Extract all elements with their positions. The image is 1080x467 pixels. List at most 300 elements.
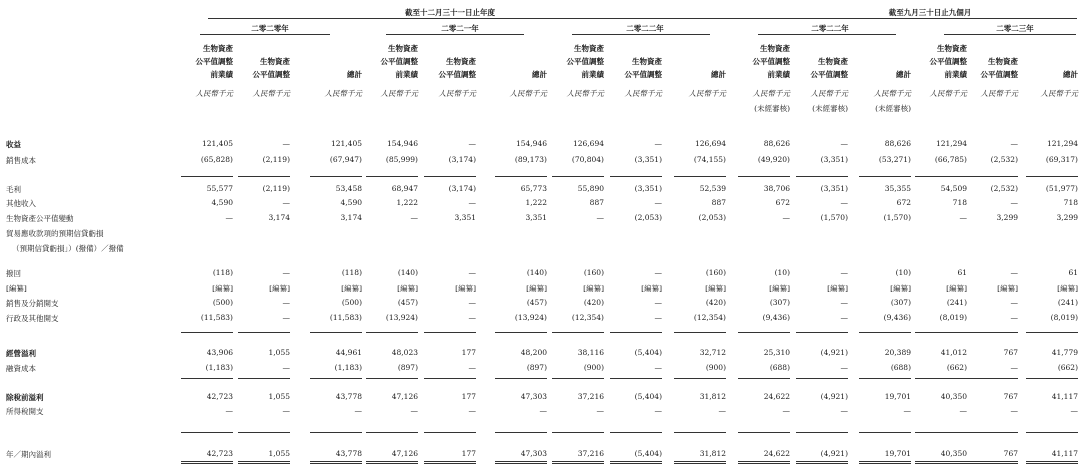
column-head-line: 前業績	[944, 70, 967, 79]
table-cell: 4,590	[340, 198, 362, 207]
rule-nine-months	[765, 18, 1077, 19]
total-rule	[796, 463, 848, 464]
subtotal-rule	[966, 332, 1018, 333]
subtotal-rule	[495, 378, 547, 379]
table-cell: [編纂]	[526, 284, 547, 293]
total-rule	[181, 463, 233, 464]
table-cell: 40,350	[940, 392, 967, 401]
total-rule	[859, 461, 911, 462]
table-cell: (5,404)	[634, 392, 662, 401]
table-cell: [編纂]	[269, 284, 290, 293]
table-cell: 54,509	[940, 184, 967, 193]
table-cell: —	[468, 268, 476, 277]
column-head-line: 公平值調整	[980, 70, 1018, 79]
column-head-line: 公平值調整	[929, 57, 967, 66]
table-cell: (140)	[526, 268, 547, 277]
table-cell: (897)	[526, 363, 547, 372]
table-cell: (420)	[583, 298, 604, 307]
table-cell: (457)	[397, 298, 418, 307]
column-head-line: 生物資產	[988, 57, 1018, 66]
table-cell: 41,117	[1051, 392, 1078, 401]
table-cell: (118)	[212, 268, 233, 277]
table-cell: —	[282, 313, 290, 322]
table-cell: 38,116	[577, 348, 604, 357]
subtotal-rule	[738, 432, 790, 433]
subtotal-rule	[859, 432, 911, 433]
subtotal-rule	[915, 332, 967, 333]
column-head-line: 前業績	[210, 70, 233, 79]
subtotal-rule	[610, 176, 662, 177]
table-cell: 43,778	[335, 392, 362, 401]
table-cell: 767	[1003, 392, 1018, 401]
table-cell: —	[1010, 406, 1018, 415]
subtotal-rule	[552, 332, 604, 333]
subtotal-rule	[424, 432, 476, 433]
subtotal-rule	[366, 432, 418, 433]
column-unit: 人民幣千元	[624, 89, 662, 98]
table-cell: 25,310	[763, 348, 790, 357]
row-label: 除稅前溢利	[6, 393, 44, 402]
table-cell: 3,174	[340, 213, 362, 222]
table-cell: (420)	[705, 298, 726, 307]
table-cell: —	[840, 139, 848, 148]
table-cell: 3,299	[996, 213, 1018, 222]
table-cell: 19,701	[884, 392, 911, 401]
table-cell: 47,303	[520, 392, 547, 401]
table-cell: (457)	[526, 298, 547, 307]
table-cell: —	[840, 406, 848, 415]
subtotal-rule	[859, 378, 911, 379]
table-cell: 47,303	[520, 449, 547, 458]
subtotal-rule	[495, 432, 547, 433]
row-label: 其他收入	[6, 199, 36, 208]
table-cell: 88,626	[763, 139, 790, 148]
table-cell: (13,924)	[514, 313, 547, 322]
subtotal-rule	[915, 378, 967, 379]
total-rule	[238, 461, 290, 462]
subtotal-rule	[859, 176, 911, 177]
column-head-line: 生物資產	[818, 57, 848, 66]
table-cell: —	[903, 406, 911, 415]
year-header-5: 二零二三年	[996, 24, 1034, 33]
table-cell: 48,200	[520, 348, 547, 357]
table-cell: (3,174)	[448, 184, 476, 193]
table-cell: [編纂]	[397, 284, 418, 293]
column-unit: 人民幣千元	[252, 89, 290, 98]
year-header-4: 二零二二年	[811, 24, 849, 33]
subtotal-rule	[424, 176, 476, 177]
table-cell: (500)	[341, 298, 362, 307]
table-cell: —	[410, 406, 418, 415]
total-rule	[366, 463, 418, 464]
table-cell: 154,946	[386, 139, 418, 148]
table-cell: (2,053)	[634, 213, 662, 222]
column-head-line: 生物資產	[388, 44, 418, 53]
table-cell: —	[1070, 406, 1078, 415]
subtotal-rule	[915, 176, 967, 177]
table-cell: —	[654, 363, 662, 372]
table-cell: —	[1010, 298, 1018, 307]
table-cell: [編纂]	[705, 284, 726, 293]
rule-year-2	[386, 34, 524, 35]
total-rule	[424, 461, 476, 462]
column-note: (未經審核)	[754, 104, 790, 113]
table-cell: (118)	[341, 268, 362, 277]
table-cell: (67,947)	[329, 155, 362, 164]
table-cell: —	[225, 406, 233, 415]
total-rule	[674, 461, 726, 462]
table-cell: (160)	[705, 268, 726, 277]
table-cell: 887	[711, 198, 726, 207]
table-cell: 24,622	[763, 392, 790, 401]
table-cell: —	[1010, 268, 1018, 277]
table-cell: 37,216	[577, 392, 604, 401]
table-cell: —	[654, 298, 662, 307]
table-cell: (13,924)	[385, 313, 418, 322]
table-cell: —	[468, 406, 476, 415]
table-cell: 1,055	[268, 449, 290, 458]
subtotal-rule	[738, 176, 790, 177]
table-cell: 52,539	[699, 184, 726, 193]
table-cell: 48,023	[391, 348, 418, 357]
table-cell: 68,947	[391, 184, 418, 193]
row-label: 年／期內溢利	[6, 450, 51, 459]
table-cell: (9,436)	[762, 313, 790, 322]
table-cell: (140)	[397, 268, 418, 277]
table-cell: (49,920)	[757, 155, 790, 164]
column-unit: 人民幣千元	[980, 89, 1018, 98]
subtotal-rule	[915, 432, 967, 433]
table-cell: —	[1010, 313, 1018, 322]
subtotal-rule	[366, 378, 418, 379]
table-cell: 42,723	[206, 449, 233, 458]
table-cell: 35,355	[884, 184, 911, 193]
row-label: （預期信貸虧損」）(撥備）／撥備	[12, 244, 124, 253]
subtotal-rule	[181, 176, 233, 177]
table-cell: —	[282, 139, 290, 148]
subtotal-rule	[796, 378, 848, 379]
table-cell: 65,773	[520, 184, 547, 193]
total-rule	[738, 461, 790, 462]
subtotal-rule	[310, 176, 362, 177]
table-cell: [編纂]	[341, 284, 362, 293]
total-rule	[310, 463, 362, 464]
table-cell: 672	[775, 198, 790, 207]
table-cell: 154,946	[515, 139, 547, 148]
table-cell: 126,694	[694, 139, 726, 148]
column-head-line: 前業績	[581, 70, 604, 79]
table-cell: —	[840, 313, 848, 322]
table-cell: —	[468, 198, 476, 207]
column-head-line: 生物資產	[760, 44, 790, 53]
table-cell: —	[354, 406, 362, 415]
table-cell: (3,174)	[448, 155, 476, 164]
column-unit: 人民幣千元	[509, 89, 547, 98]
rule-year-ended	[208, 18, 788, 19]
total-rule	[966, 461, 1018, 462]
table-cell: 41,117	[1051, 449, 1078, 458]
column-unit: 人民幣千元	[929, 89, 967, 98]
table-cell: (70,804)	[571, 155, 604, 164]
table-cell: (897)	[397, 363, 418, 372]
column-head-line: 總計	[711, 70, 726, 79]
table-cell: 31,812	[699, 392, 726, 401]
table-cell: 61	[957, 268, 967, 277]
column-head-line: 公平值調整	[252, 70, 290, 79]
table-cell: 121,294	[935, 139, 967, 148]
table-cell: —	[539, 406, 547, 415]
table-cell: —	[654, 139, 662, 148]
total-rule	[610, 461, 662, 462]
subtotal-rule	[495, 332, 547, 333]
table-cell: 38,706	[763, 184, 790, 193]
subtotal-rule	[238, 378, 290, 379]
table-cell: 672	[896, 198, 911, 207]
table-cell: [編纂]	[769, 284, 790, 293]
total-rule	[1026, 461, 1078, 462]
row-label: 貿易應收款項的預期信貸虧損	[6, 229, 104, 238]
column-unit: 人民幣千元	[688, 89, 726, 98]
subtotal-rule	[1026, 432, 1078, 433]
subtotal-rule	[310, 332, 362, 333]
year-header-2: 二零二一年	[441, 24, 479, 33]
subtotal-rule	[1026, 332, 1078, 333]
row-label: 撥回	[6, 269, 21, 278]
column-head-line: 總計	[532, 70, 547, 79]
table-cell: 1,055	[268, 348, 290, 357]
table-cell: 177	[461, 449, 476, 458]
column-head-line: 公平值調整	[752, 57, 790, 66]
table-cell: (688)	[890, 363, 911, 372]
table-cell: [編纂]	[827, 284, 848, 293]
table-cell: (53,271)	[878, 155, 911, 164]
subtotal-rule	[966, 432, 1018, 433]
total-rule	[181, 461, 233, 462]
table-cell: 1,055	[268, 392, 290, 401]
table-cell: 4,590	[211, 198, 233, 207]
table-cell: (85,999)	[385, 155, 418, 164]
year-header-3: 二零二二年	[626, 24, 664, 33]
table-cell: (66,785)	[934, 155, 967, 164]
total-rule	[674, 463, 726, 464]
column-unit: 人民幣千元	[810, 89, 848, 98]
table-cell: (4,921)	[820, 348, 848, 357]
total-rule	[552, 461, 604, 462]
table-cell: 126,694	[572, 139, 604, 148]
subtotal-rule	[674, 432, 726, 433]
table-cell: (3,351)	[634, 184, 662, 193]
row-label: 融資成本	[6, 364, 36, 373]
subtotal-rule	[181, 432, 233, 433]
table-cell: —	[654, 406, 662, 415]
table-cell: (900)	[583, 363, 604, 372]
table-cell: 37,216	[577, 449, 604, 458]
subtotal-rule	[1026, 176, 1078, 177]
subtotal-rule	[424, 378, 476, 379]
table-cell: (8,019)	[1050, 313, 1078, 322]
table-cell: [編纂]	[997, 284, 1018, 293]
table-cell: —	[718, 406, 726, 415]
table-cell: (2,053)	[698, 213, 726, 222]
row-label: [編纂]	[6, 284, 27, 293]
table-cell: (2,532)	[990, 184, 1018, 193]
column-head-line: 生物資產	[574, 44, 604, 53]
column-head-line: 總計	[896, 70, 911, 79]
table-cell: [編纂]	[946, 284, 967, 293]
table-cell: (241)	[946, 298, 967, 307]
rule-year-3	[572, 34, 710, 35]
total-rule	[915, 463, 967, 464]
table-cell: —	[225, 213, 233, 222]
table-cell: 3,351	[454, 213, 476, 222]
subtotal-rule	[552, 176, 604, 177]
table-cell: (69,317)	[1045, 155, 1078, 164]
table-cell: —	[1010, 363, 1018, 372]
rule-year-1	[200, 34, 330, 35]
total-rule	[738, 463, 790, 464]
table-cell: (65,828)	[200, 155, 233, 164]
row-label: 生物資產公平值變動	[6, 214, 74, 223]
column-unit: 人民幣千元	[566, 89, 604, 98]
table-cell: (900)	[705, 363, 726, 372]
subtotal-rule	[552, 378, 604, 379]
column-head-line: 前業績	[395, 70, 418, 79]
table-cell: —	[282, 406, 290, 415]
table-cell: —	[596, 213, 604, 222]
table-cell: 53,458	[335, 184, 362, 193]
table-cell: (8,019)	[939, 313, 967, 322]
table-cell: (74,155)	[693, 155, 726, 164]
table-cell: —	[840, 363, 848, 372]
table-cell: (662)	[946, 363, 967, 372]
table-cell: 121,294	[1046, 139, 1078, 148]
total-rule	[859, 463, 911, 464]
total-rule	[1026, 463, 1078, 464]
table-cell: 20,389	[884, 348, 911, 357]
table-cell: —	[1010, 139, 1018, 148]
table-cell: —	[782, 213, 790, 222]
subtotal-rule	[796, 332, 848, 333]
table-cell: (12,354)	[571, 313, 604, 322]
table-cell: —	[468, 139, 476, 148]
total-rule	[552, 463, 604, 464]
total-rule	[495, 463, 547, 464]
table-cell: 887	[589, 198, 604, 207]
subtotal-rule	[674, 332, 726, 333]
subtotal-rule	[181, 332, 233, 333]
total-rule	[310, 461, 362, 462]
table-cell: 177	[461, 348, 476, 357]
table-cell: (10)	[774, 268, 790, 277]
table-cell: 19,701	[884, 449, 911, 458]
table-cell: 767	[1003, 348, 1018, 357]
subtotal-rule	[738, 332, 790, 333]
subtotal-rule	[610, 332, 662, 333]
table-cell: 767	[1003, 449, 1018, 458]
table-cell: 55,577	[206, 184, 233, 193]
table-cell: [編纂]	[641, 284, 662, 293]
subtotal-rule	[366, 332, 418, 333]
rule-year-4	[758, 34, 896, 35]
column-head-line: 公平值調整	[195, 57, 233, 66]
table-cell: [編纂]	[890, 284, 911, 293]
table-cell: 1,222	[525, 198, 547, 207]
table-cell: 43,778	[335, 449, 362, 458]
subtotal-rule	[674, 176, 726, 177]
column-head-line: 公平值調整	[380, 57, 418, 66]
total-rule	[915, 461, 967, 462]
column-unit: 人民幣千元	[438, 89, 476, 98]
column-unit: 人民幣千元	[1040, 89, 1078, 98]
rule-year-5	[944, 34, 1076, 35]
table-cell: (2,119)	[262, 155, 290, 164]
subtotal-rule	[552, 432, 604, 433]
table-cell: —	[959, 213, 967, 222]
table-cell: (3,351)	[634, 155, 662, 164]
subtotal-rule	[424, 332, 476, 333]
table-cell: —	[596, 406, 604, 415]
table-cell: 31,812	[699, 449, 726, 458]
table-cell: 43,906	[206, 348, 233, 357]
column-head-line: 前業績	[767, 70, 790, 79]
table-cell: 3,174	[268, 213, 290, 222]
row-label: 銷售及分銷開支	[6, 299, 59, 308]
table-cell: 41,012	[940, 348, 967, 357]
column-unit: 人民幣千元	[195, 89, 233, 98]
table-cell: 88,626	[884, 139, 911, 148]
total-rule	[796, 461, 848, 462]
table-cell: 61	[1068, 268, 1078, 277]
table-cell: 718	[952, 198, 967, 207]
table-cell: 121,405	[330, 139, 362, 148]
table-cell: —	[654, 268, 662, 277]
column-head-line: 生物資產	[632, 57, 662, 66]
table-cell: [編纂]	[583, 284, 604, 293]
period-header-year-ended: 截至十二月三十一日止年度	[405, 8, 495, 17]
column-unit: 人民幣千元	[380, 89, 418, 98]
column-note: (未經審核)	[875, 104, 911, 113]
table-cell: (89,173)	[514, 155, 547, 164]
table-cell: 41,779	[1051, 348, 1078, 357]
subtotal-rule	[859, 332, 911, 333]
column-head-line: 生物資產	[203, 44, 233, 53]
table-cell: (2,532)	[990, 155, 1018, 164]
column-head-line: 公平值調整	[810, 70, 848, 79]
subtotal-rule	[796, 176, 848, 177]
table-cell: 1,222	[396, 198, 418, 207]
table-cell: (307)	[890, 298, 911, 307]
table-cell: (4,921)	[820, 449, 848, 458]
table-cell: [編纂]	[455, 284, 476, 293]
table-cell: (662)	[1057, 363, 1078, 372]
subtotal-rule	[366, 176, 418, 177]
table-cell: 55,890	[577, 184, 604, 193]
subtotal-rule	[610, 432, 662, 433]
table-cell: (500)	[212, 298, 233, 307]
table-cell: [編纂]	[212, 284, 233, 293]
subtotal-rule	[238, 332, 290, 333]
table-cell: 177	[461, 392, 476, 401]
table-cell: (11,583)	[329, 313, 362, 322]
table-cell: —	[410, 213, 418, 222]
subtotal-rule	[238, 432, 290, 433]
row-label: 經營溢利	[6, 349, 36, 358]
table-cell: 718	[1063, 198, 1078, 207]
table-cell: 121,405	[201, 139, 233, 148]
table-cell: (688)	[769, 363, 790, 372]
table-cell: —	[840, 298, 848, 307]
subtotal-rule	[310, 432, 362, 433]
